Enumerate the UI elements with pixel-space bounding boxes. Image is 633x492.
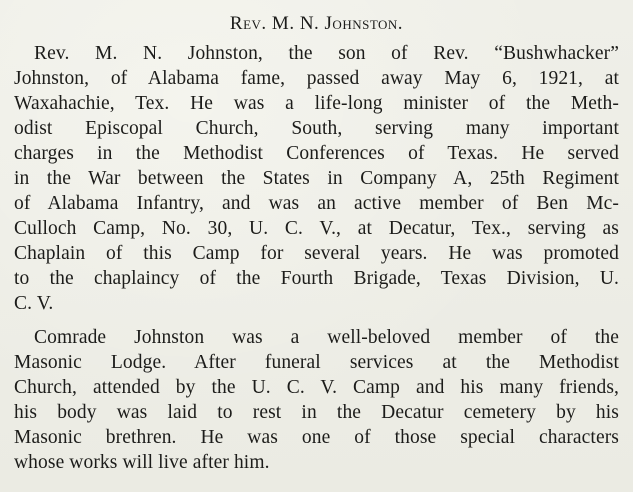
paragraph-1-line-6: in the War between the States in Company A, 25th Regiment: [14, 168, 619, 189]
paragraph-1-line-11: C. V.: [14, 293, 54, 314]
paragraph-1-line-9: Chaplain of this Camp for several years. He was promoted: [14, 243, 619, 264]
paragraph-1-line-1: Rev. M. N. Johnston, the son of Rev. “Bushwhacker”: [34, 43, 619, 64]
paragraph-1-line-8: Culloch Camp, No. 30, U. C. V., at Decatur, Tex., serving as: [14, 218, 619, 239]
paragraph-1-line-10: to the chaplaincy of the Fourth Brigade, Texas Division, U.: [14, 268, 619, 289]
paragraph-2-line-6: whose works will live after him.: [14, 452, 270, 473]
paragraph-1-line-4: odist Episcopal Church, South, serving many important: [14, 118, 619, 139]
paragraph-2-line-5: Masonic brethren. He was one of those special characters: [14, 427, 619, 448]
article-heading: Rev. M. N. Johnston.: [229, 13, 404, 34]
paragraph-1-line-3: Waxahachie, Tex. He was a life-long minister of the Meth-: [14, 93, 619, 114]
paragraph-1-line-7: of Alabama Infantry, and was an active member of Ben Mc-: [14, 193, 619, 214]
paragraph-2-line-3: Church, attended by the U. C. V. Camp and his many friends,: [14, 377, 619, 398]
paragraph-2-line-2: Masonic Lodge. After funeral services at the Methodist: [14, 352, 619, 373]
paragraph-2-line-1: Comrade Johnston was a well-beloved member of the: [34, 327, 619, 348]
paragraph-1-line-2: Johnston, of Alabama fame, passed away May 6, 1921, at: [14, 68, 619, 89]
paragraph-1-line-5: charges in the Methodist Conferences of Texas. He served: [14, 143, 619, 164]
paragraph-2-line-4: his body was laid to rest in the Decatur cemetery by his: [14, 402, 619, 423]
